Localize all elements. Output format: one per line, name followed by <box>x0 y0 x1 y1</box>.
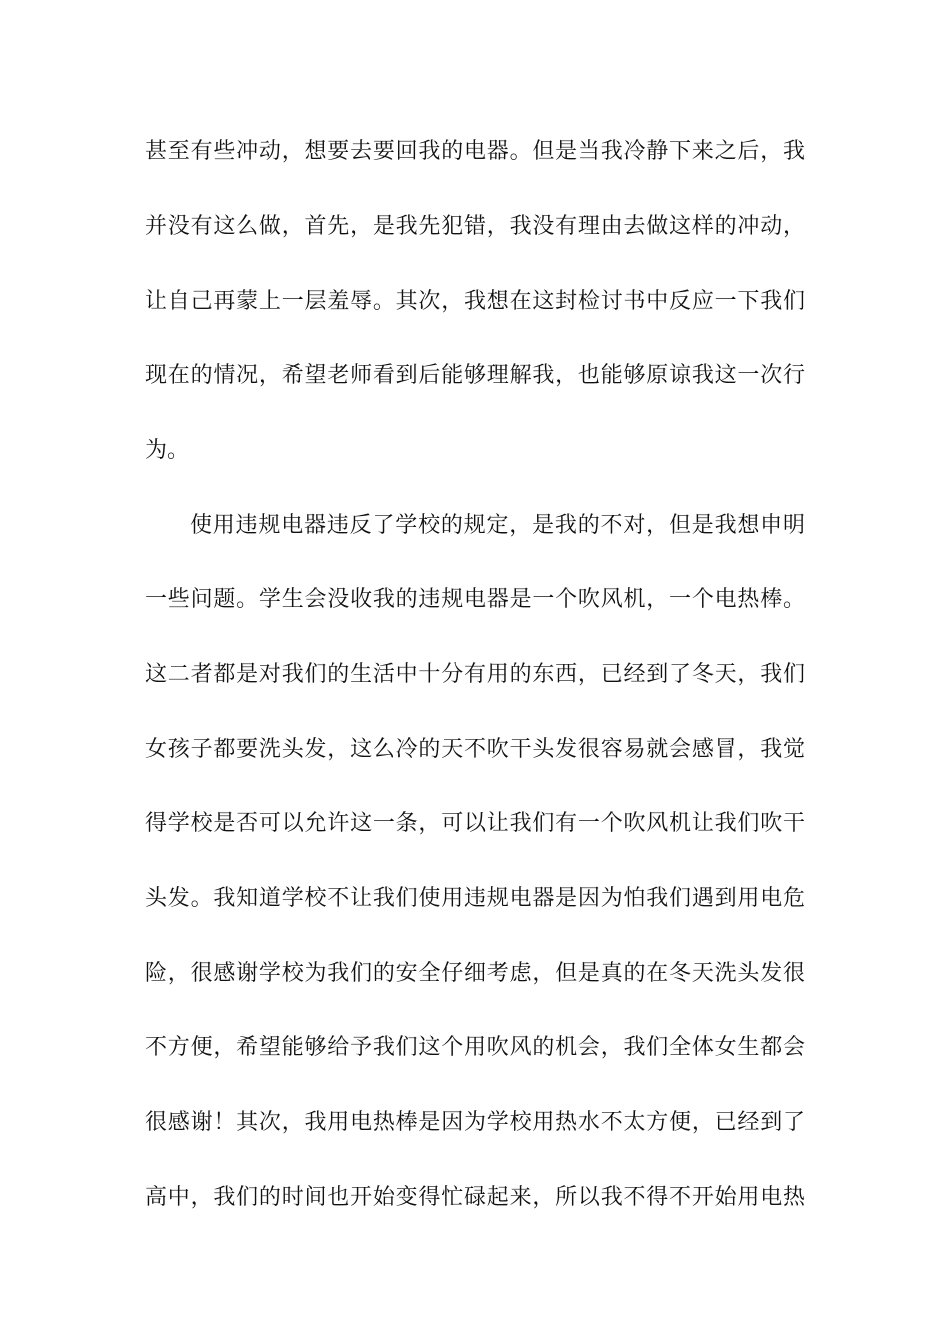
text-line-10: 得学校是否可以允许这一条，可以让我们有一个吹风机让我们吹干 <box>145 811 805 836</box>
text-line-14: 很感谢！其次，我用电热棒是因为学校用热水不太方便，已经到了 <box>145 1110 805 1135</box>
text-line-1: 甚至有些冲动，想要去要回我的电器。但是当我冷静下来之后，我 <box>145 139 805 164</box>
text-line-7: 一些问题。学生会没收我的违规电器是一个吹风机，一个电热棒。 <box>145 587 805 612</box>
paragraph-first-line: 使用违规电器违反了学校的规定，是我的不对，但是我想申明 <box>190 513 805 538</box>
text-line-11: 头发。我知道学校不让我们使用违规电器是因为怕我们遇到用电危 <box>145 886 805 911</box>
text-line-4: 现在的情况，希望老师看到后能够理解我，也能够原谅我这一次行 <box>145 363 805 388</box>
text-line-2: 并没有这么做，首先，是我先犯错，我没有理由去做这样的冲动， <box>145 214 805 239</box>
text-line-9: 女孩子都要洗头发，这么冷的天不吹干头发很容易就会感冒，我觉 <box>145 737 805 762</box>
text-line-12: 险，很感谢学校为我们的安全仔细考虑，但是真的在冬天洗头发很 <box>145 961 805 986</box>
text-line-15: 高中，我们的时间也开始变得忙碌起来，所以我不得不开始用电热 <box>145 1185 805 1210</box>
text-line-8: 这二者都是对我们的生活中十分有用的东西，已经到了冬天，我们 <box>145 662 805 687</box>
text-line-5: 为。 <box>145 438 190 463</box>
text-line-13: 不方便，希望能够给予我们这个用吹风的机会，我们全体女生都会 <box>145 1035 805 1060</box>
text-line-3: 让自己再蒙上一层羞辱。其次，我想在这封检讨书中反应一下我们 <box>145 289 805 314</box>
